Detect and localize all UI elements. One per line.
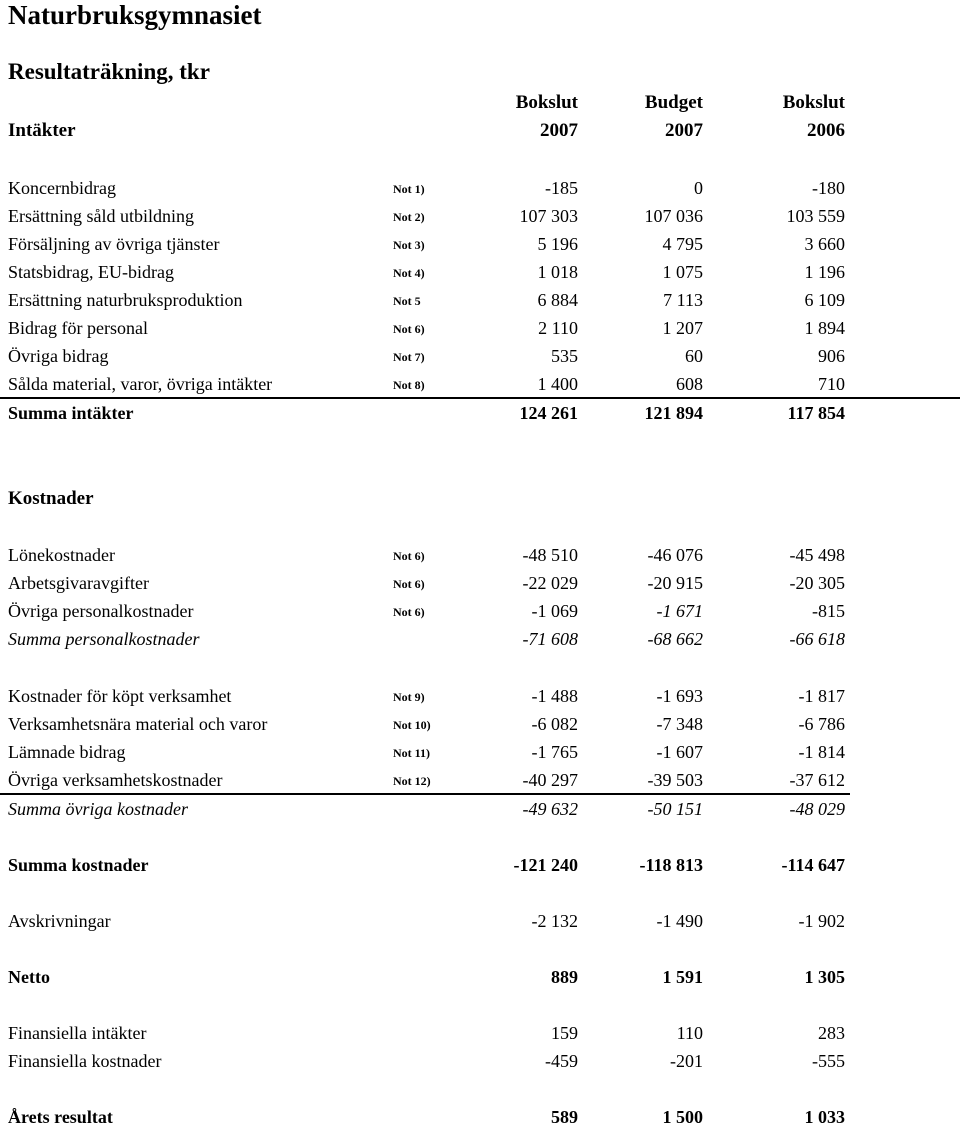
- value-budget-2007: -201: [670, 1051, 703, 1071]
- value-bokslut-2007: -185: [545, 178, 578, 198]
- row-label: Ersättning såld utbildning: [8, 206, 194, 226]
- value-bokslut-2007: -121 240: [513, 855, 578, 875]
- row-label: Kostnader för köpt verksamhet: [8, 686, 232, 706]
- row-note: Not 4): [393, 266, 425, 280]
- column-header-bokslut-2007-top: Bokslut: [515, 92, 578, 113]
- row-label: Övriga bidrag: [8, 346, 109, 366]
- statement-subtitle: Resultaträkning, tkr: [8, 59, 210, 84]
- value-bokslut-2007: -71 608: [522, 629, 578, 649]
- value-bokslut-2006: 1 196: [804, 262, 845, 282]
- table-row-other-cost: [0, 738, 960, 766]
- table-row-personnel-total: [0, 625, 960, 653]
- value-bokslut-2006: 6 109: [804, 290, 845, 310]
- value-budget-2007: -7 348: [656, 714, 703, 734]
- row-label: Summa kostnader: [8, 855, 149, 875]
- row-label: Netto: [8, 967, 50, 987]
- value-bokslut-2006: -48 029: [789, 799, 845, 819]
- row-label: Övriga personalkostnader: [8, 601, 194, 621]
- row-label: Ersättning naturbruksproduktion: [8, 290, 243, 310]
- value-bokslut-2007: 889: [551, 967, 578, 987]
- page-title: Naturbruksgymnasiet: [8, 0, 262, 30]
- row-label: Lönekostnader: [8, 545, 115, 565]
- value-bokslut-2007: 6 884: [537, 290, 578, 310]
- row-note: Not 6): [393, 577, 425, 591]
- value-budget-2007: 1 075: [662, 262, 703, 282]
- value-bokslut-2007: -48 510: [522, 545, 578, 565]
- table-row-income: [0, 202, 960, 230]
- column-header-bokslut-2006-year: 2006: [807, 120, 845, 141]
- value-bokslut-2006: -1 814: [798, 742, 845, 762]
- table-row-other-total: [0, 795, 960, 823]
- row-label: Avskrivningar: [8, 911, 111, 931]
- row-note: Not 9): [393, 690, 425, 704]
- row-label: Bidrag för personal: [8, 318, 148, 338]
- value-budget-2007: 1 500: [662, 1107, 703, 1127]
- value-bokslut-2006: -1 902: [798, 911, 845, 931]
- table-row-other-cost: [0, 766, 960, 794]
- row-label: Sålda material, varor, övriga intäkter: [8, 374, 273, 394]
- value-budget-2007: 4 795: [662, 234, 703, 254]
- value-bokslut-2006: -180: [812, 178, 845, 198]
- value-bokslut-2006: -66 618: [789, 629, 845, 649]
- value-bokslut-2006: -555: [812, 1051, 845, 1071]
- table-row-cost-total: [0, 851, 960, 879]
- value-budget-2007: -20 915: [647, 573, 703, 593]
- row-label: Summa personalkostnader: [8, 629, 200, 649]
- column-header-budget-2007-year: 2007: [665, 120, 703, 141]
- value-bokslut-2006: -20 305: [789, 573, 845, 593]
- value-budget-2007: 1 207: [662, 318, 703, 338]
- value-bokslut-2007: -2 132: [531, 911, 578, 931]
- row-label: Finansiella kostnader: [8, 1051, 162, 1071]
- value-bokslut-2006: -6 786: [798, 714, 845, 734]
- value-budget-2007: -50 151: [647, 799, 703, 819]
- value-budget-2007: -1 671: [656, 601, 703, 621]
- value-budget-2007: 1 591: [662, 967, 703, 987]
- value-bokslut-2007: 159: [551, 1023, 578, 1043]
- row-note: Not 6): [393, 605, 425, 619]
- value-bokslut-2006: -45 498: [789, 545, 845, 565]
- value-budget-2007: 60: [685, 346, 703, 366]
- table-row-other-cost: [0, 682, 960, 710]
- value-bokslut-2006: 103 559: [786, 206, 845, 226]
- column-header-bokslut-2006-top: Bokslut: [782, 92, 845, 113]
- value-bokslut-2007: 535: [551, 346, 578, 366]
- row-label: Summa övriga kostnader: [8, 799, 188, 819]
- value-budget-2007: 0: [694, 178, 703, 198]
- table-row-income: [0, 230, 960, 258]
- section-intakter: Intäkter: [8, 120, 76, 141]
- table-row-income: [0, 314, 960, 342]
- value-bokslut-2007: 124 261: [519, 403, 578, 423]
- value-budget-2007: 121 894: [644, 403, 703, 423]
- value-bokslut-2007: -22 029: [522, 573, 578, 593]
- value-bokslut-2006: 117 854: [787, 403, 845, 423]
- value-bokslut-2006: 906: [818, 346, 845, 366]
- table-row-other-cost: [0, 710, 960, 738]
- row-label: Finansiella intäkter: [8, 1023, 147, 1043]
- value-budget-2007: 608: [676, 374, 703, 394]
- row-note: Not 12): [393, 774, 431, 788]
- value-bokslut-2006: 1 894: [804, 318, 845, 338]
- value-bokslut-2006: -37 612: [789, 770, 845, 790]
- row-note: Not 1): [393, 182, 425, 196]
- row-note: Not 6): [393, 322, 425, 336]
- table-row-financial-income: [0, 1019, 960, 1047]
- value-bokslut-2007: 589: [551, 1107, 578, 1127]
- table-row-income: [0, 342, 960, 370]
- value-bokslut-2006: 710: [818, 374, 845, 394]
- row-note: Not 6): [393, 549, 425, 563]
- value-bokslut-2006: -1 817: [798, 686, 845, 706]
- row-note: Not 2): [393, 210, 425, 224]
- row-label: Summa intäkter: [8, 403, 134, 423]
- table-row-depreciation: [0, 907, 960, 935]
- value-bokslut-2007: -6 082: [531, 714, 578, 734]
- value-bokslut-2007: -1 765: [531, 742, 578, 762]
- row-label: Försäljning av övriga tjänster: [8, 234, 220, 254]
- value-bokslut-2007: 1 018: [537, 262, 578, 282]
- value-bokslut-2007: -1 488: [531, 686, 578, 706]
- value-bokslut-2006: 283: [818, 1023, 845, 1043]
- value-budget-2007: -39 503: [647, 770, 703, 790]
- value-bokslut-2006: 3 660: [804, 234, 845, 254]
- value-budget-2007: -1 693: [656, 686, 703, 706]
- row-note: Not 8): [393, 378, 425, 392]
- value-budget-2007: -1 607: [656, 742, 703, 762]
- value-budget-2007: -118 813: [639, 855, 703, 875]
- value-bokslut-2007: 2 110: [538, 318, 578, 338]
- value-bokslut-2007: 5 196: [537, 234, 578, 254]
- table-row-personnel-cost: [0, 541, 960, 569]
- row-label: Lämnade bidrag: [8, 742, 126, 762]
- row-label: Övriga verksamhetskostnader: [8, 770, 223, 790]
- table-row-income: [0, 174, 960, 202]
- row-label: Arbetsgivaravgifter: [8, 573, 149, 593]
- column-header-bokslut-2007-year: 2007: [540, 120, 578, 141]
- column-header-budget-2007-top: Budget: [644, 92, 703, 113]
- row-label: Årets resultat: [8, 1107, 113, 1127]
- section-kostnader: Kostnader: [8, 488, 94, 509]
- table-row-income: [0, 258, 960, 286]
- value-bokslut-2007: -40 297: [522, 770, 578, 790]
- table-row-income: [0, 370, 960, 398]
- value-bokslut-2007: 1 400: [537, 374, 578, 394]
- row-note: Not 5: [393, 294, 421, 308]
- row-note: Not 11): [393, 746, 430, 760]
- value-bokslut-2007: 107 303: [519, 206, 578, 226]
- value-bokslut-2006: -114 647: [781, 855, 845, 875]
- value-budget-2007: 110: [676, 1023, 703, 1043]
- row-note: Not 3): [393, 238, 425, 252]
- value-bokslut-2007: -49 632: [522, 799, 578, 819]
- table-row-net: [0, 963, 960, 991]
- value-bokslut-2006: 1 305: [804, 967, 845, 987]
- table-row-income: [0, 286, 960, 314]
- value-bokslut-2006: 1 033: [804, 1107, 845, 1127]
- table-row-income-total: [0, 399, 960, 427]
- value-bokslut-2006: -815: [812, 601, 845, 621]
- value-budget-2007: 107 036: [644, 206, 703, 226]
- row-label: Koncernbidrag: [8, 178, 116, 198]
- row-label: Statsbidrag, EU-bidrag: [8, 262, 174, 282]
- row-label: Verksamhetsnära material och varor: [8, 714, 268, 734]
- table-row-personnel-cost: [0, 597, 960, 625]
- value-budget-2007: -46 076: [647, 545, 703, 565]
- table-row-personnel-cost: [0, 569, 960, 597]
- row-note: Not 10): [393, 718, 431, 732]
- value-bokslut-2007: -1 069: [531, 601, 578, 621]
- table-row-financial-costs: [0, 1047, 960, 1075]
- value-bokslut-2007: -459: [545, 1051, 578, 1071]
- value-budget-2007: 7 113: [663, 290, 703, 310]
- row-note: Not 7): [393, 350, 425, 364]
- value-budget-2007: -68 662: [647, 629, 703, 649]
- value-budget-2007: -1 490: [656, 911, 703, 931]
